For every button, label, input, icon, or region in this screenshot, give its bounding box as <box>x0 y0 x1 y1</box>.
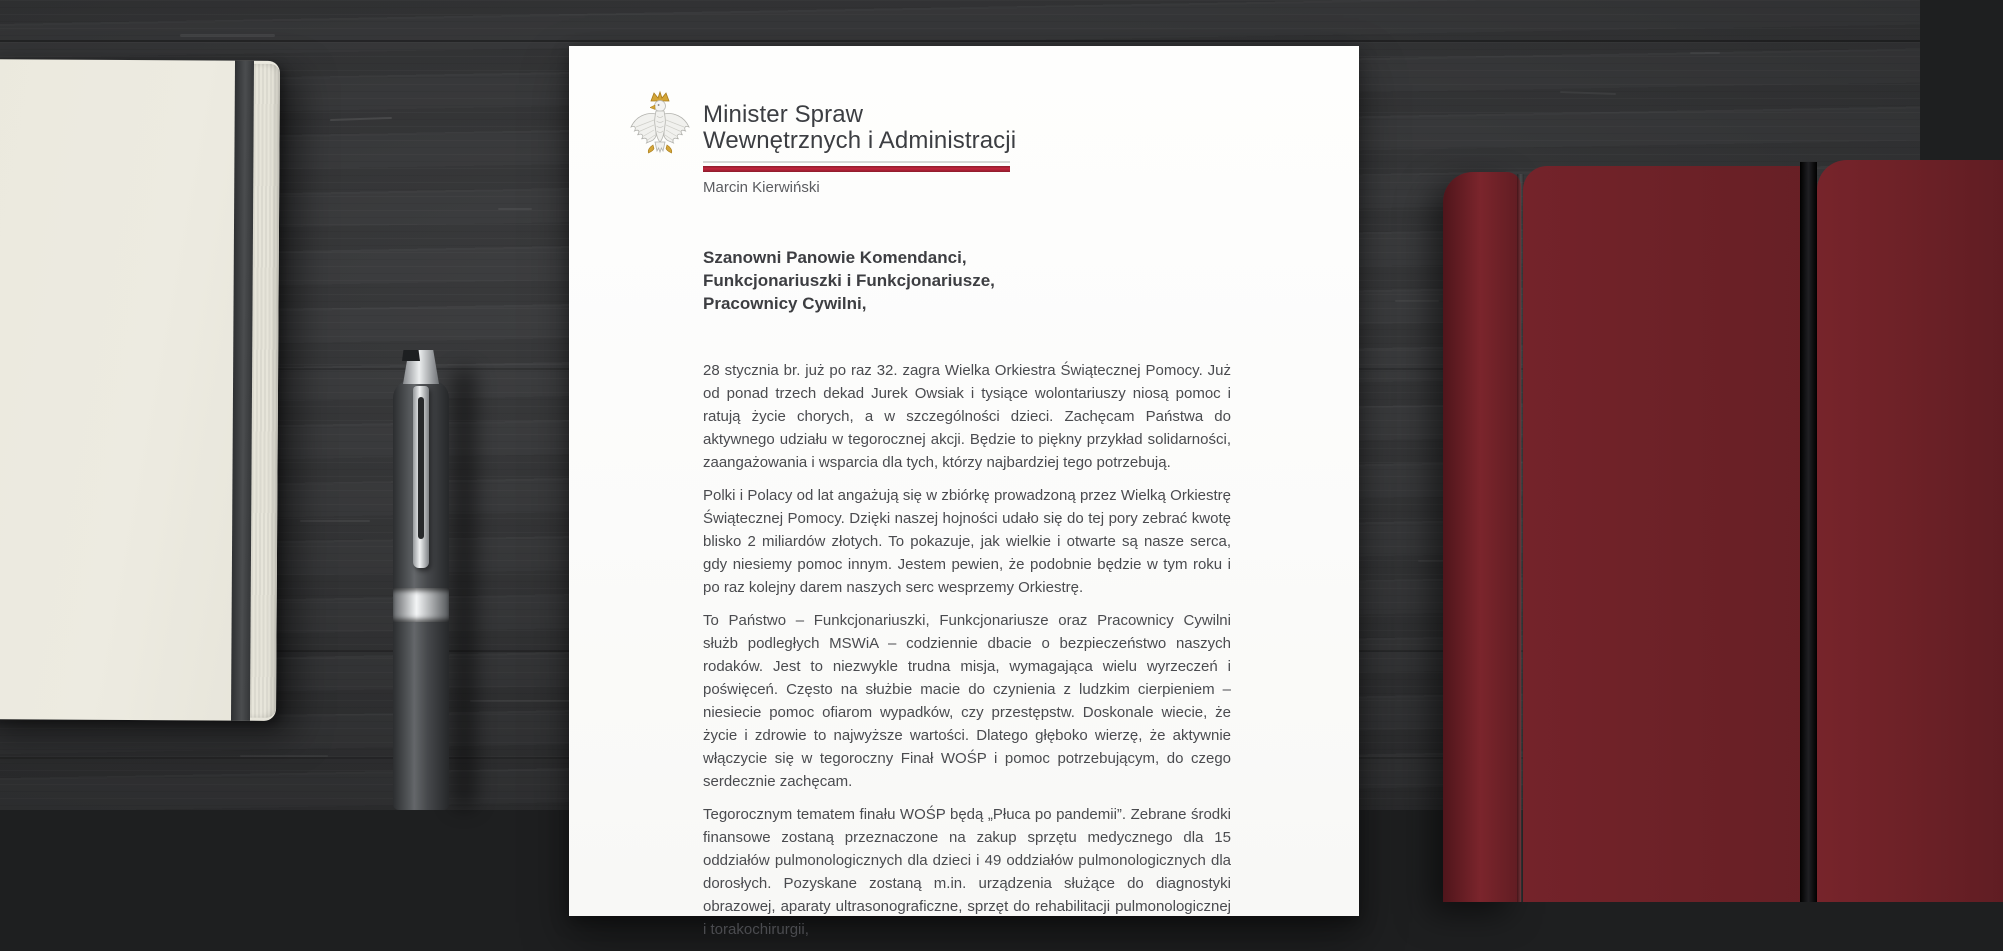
pen-finial-top <box>402 350 420 361</box>
letterhead-divider-red <box>703 166 1010 172</box>
pen-center-band <box>393 588 449 622</box>
letter-body <box>703 246 1231 951</box>
wood-scratch <box>300 520 370 522</box>
wood-scratch <box>180 34 275 37</box>
pen-clip-slot <box>418 397 424 539</box>
salutation-line-1: Szanowni Panowie Komendanci, <box>703 248 967 267</box>
ministry-name <box>703 102 1016 154</box>
salutation-line-3: Pracownicy Cywilni, <box>703 294 867 313</box>
salutation <box>703 246 1231 315</box>
fountain-pen <box>393 350 449 810</box>
wood-scratch <box>240 755 328 757</box>
ministry-name-line2: Wewnętrznych i Administracji <box>703 127 1017 154</box>
pen-shadow <box>451 368 477 810</box>
folder-elastic-band <box>1800 162 1817 902</box>
notebook-page-edges <box>250 64 280 718</box>
folder-spine <box>1443 172 1521 902</box>
notebook <box>0 59 280 721</box>
notebook-elastic-band <box>231 61 254 721</box>
polish-eagle-emblem <box>625 90 695 168</box>
paragraph-1: 28 stycznia br. już po raz 32. zagra Wielka Orkiestra Świątecznej Pomocy. Już od ponad trzech dekad Jurek Owsiak i tysiące wolontariuszy niosą pomoc i ratują życie chorych, a w szczególności dzieci. Zachęcam Państwa do aktywnego udziału w tegorocznej akcji. Będzie to piękny przykład solidarności, zaangażowania i wsparcia dla tych, którzy najbardziej tego potrzebują. <box>703 362 1231 471</box>
plank-seam <box>0 40 1920 42</box>
paragraph-3: To Państwo – Funkcjonariuszki, Funkcjonariusze oraz Pracownicy Cywilni służb podległych MSWiA – codziennie dbacie o bezpieczeństwo naszych rodaków. Jest to niezwykle trudna misja, wymagająca wielu wyrzeczeń i poświęceń. Często na służbie macie do czynienia z ludzkim cierpieniem – niesiecie pomoc ofiarom wypadków, czy przestępstw. Doskonale wiecie, że życie i zdrowie to najwyższe wartości. Dlatego głęboko wierzę, że aktywnie włączycie się w tegoroczny Finał WOŚP i pomoc potrzebującym, do czego serdecznie zachęcam. <box>703 612 1231 790</box>
wood-scratch <box>1395 300 1439 302</box>
paragraph-2: Polki i Polacy od lat angażują się w zbiórkę prowadzoną przez Wielką Orkiestrę Świątecznej Pomocy. Dzięki naszej hojności udało się do tej pory zebrać kwotę blisko 2 miliardów złotych. To pokazuje, jak wielkie i otwarte są nasze serca, gdy niesiemy pomoc innym. Jestem pewien, że podobnie będzie w tym roku i po raz kolejny darem naszych serc wesprzemy Orkiestrę. <box>703 487 1231 596</box>
wood-scratch <box>498 208 532 210</box>
ministry-name-line1: Minister Spraw <box>703 101 864 128</box>
wood-scratch <box>1690 52 1720 54</box>
red-folder <box>1443 162 2003 902</box>
pen-clip <box>413 386 429 568</box>
letter-document <box>569 46 1359 938</box>
folder-cover-right <box>1817 160 2003 902</box>
folder-cover <box>1523 166 1817 902</box>
letterhead-divider <box>703 161 1010 172</box>
paragraph-4: Tegorocznym tematem finału WOŚP będą „Płuca po pandemii”. Zebrane środki finansowe zostaną przeznaczone na zakup sprzętu medycznego dla 15 oddziałów pulmonologicznych dla dzieci i 49 oddziałów pulmonologicznych dla dorosłych. Pozyskane zostaną m.in. urządzenia służące do diagnostyki obrazowej, aparaty ultrasonograficzne, sprzęt do rehabilitacji pulmonologicznej i torakochirurgii, <box>703 806 1231 938</box>
salutation-line-2: Funkcjonariuszki i Funkcjonariusze, <box>703 271 995 290</box>
letterhead-divider-gray <box>703 161 1010 163</box>
minister-name: Marcin Kierwiński <box>703 179 820 196</box>
